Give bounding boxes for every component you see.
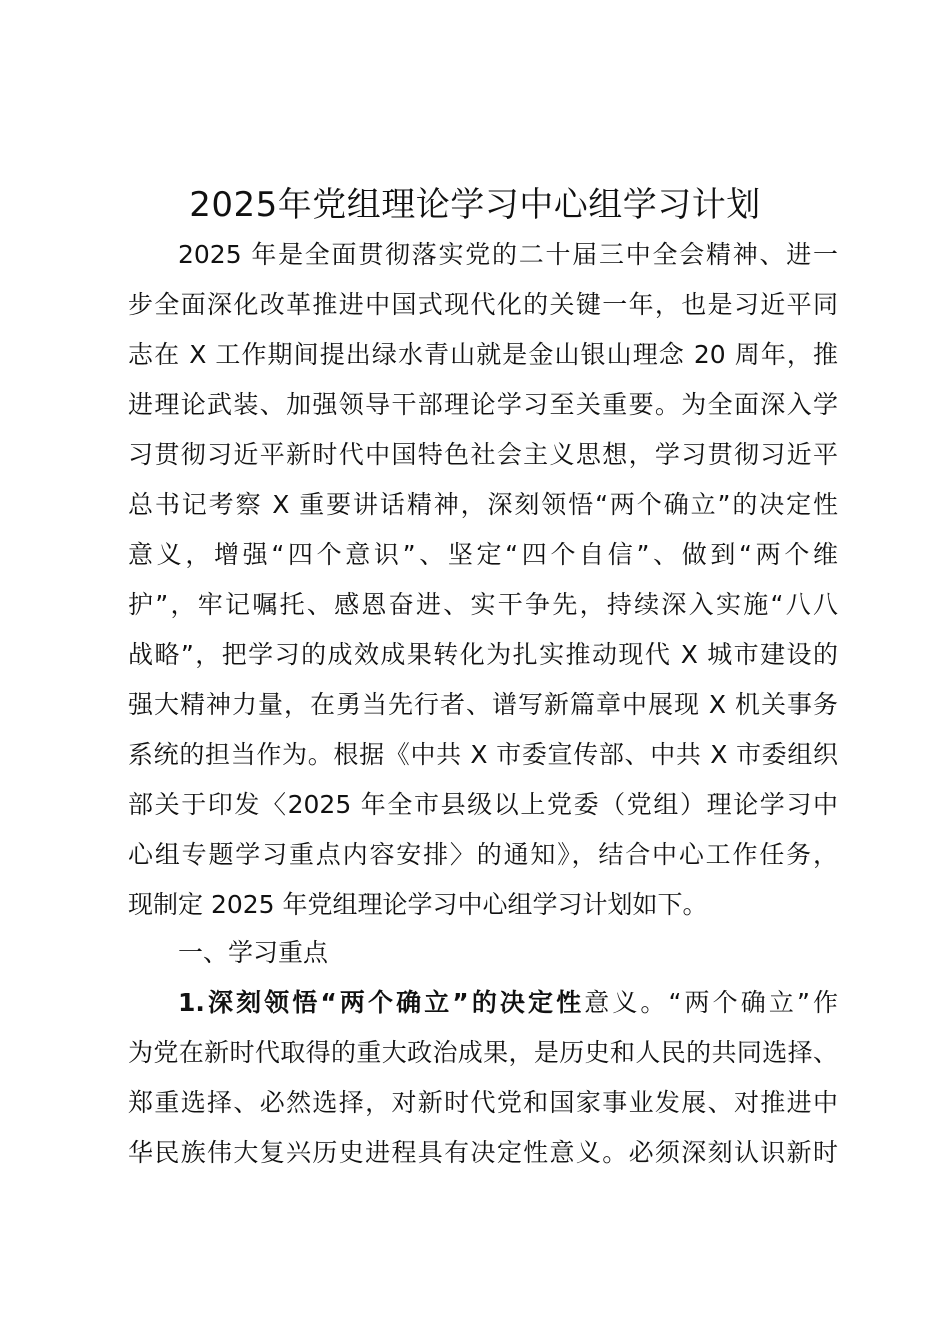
paragraph-line: 护”，牢记嘱托、感恩奋进、实干争先，持续深入实施“八八 xyxy=(128,590,838,619)
item-1-heading: 1.深刻领悟“两个确立”的决定性 xyxy=(178,988,585,1017)
paragraph-line: 现制定 2025 年党组理论学习中心组学习计划如下。 xyxy=(128,890,708,919)
paragraph-line: 意义，增强“四个意识”、坚定“四个自信”、做到“两个维 xyxy=(128,540,838,569)
paragraph-line: 总书记考察 X 重要讲话精神，深刻领悟“两个确立”的决定性 xyxy=(128,490,838,519)
document-title: 2025年党组理论学习中心组学习计划 xyxy=(189,185,761,225)
paragraph-line: 2025 年是全面贯彻落实党的二十届三中全会精神、进一 xyxy=(178,240,838,269)
intro-paragraph xyxy=(128,230,838,930)
item-1-first-line xyxy=(128,978,838,1028)
paragraph-line: 战略”，把学习的成效成果转化为扎实推动现代 X 城市建设的 xyxy=(128,640,838,669)
paragraph-line: 志在 X 工作期间提出绿水青山就是金山银山理念 20 周年，推 xyxy=(128,340,838,369)
paragraph-line: 进理论武装、加强领导干部理论学习至关重要。为全面深入学 xyxy=(128,390,838,419)
paragraph-line: 为党在新时代取得的重大政治成果，是历史和人民的共同选择、 xyxy=(128,1038,838,1067)
paragraph-line: 部关于印发〈2025 年全市县级以上党委（党组）理论学习中 xyxy=(128,790,838,819)
paragraph-line: 习贯彻习近平新时代中国特色社会主义思想，学习贯彻习近平 xyxy=(128,440,838,469)
paragraph-line: 华民族伟大复兴历史进程具有决定性意义。必须深刻认识新时 xyxy=(128,1138,838,1167)
paragraph-line: 心组专题学习重点内容安排〉的通知》，结合中心工作任务， xyxy=(128,840,838,869)
section-heading-block xyxy=(128,928,838,978)
paragraph-line: 步全面深化改革推进中国式现代化的关键一年，也是习近平同 xyxy=(128,290,838,319)
paragraph-line: 系统的担当作为。根据《中共 X 市委宣传部、中共 X 市委组织 xyxy=(128,740,838,769)
item-1-text: 意义。“两个确立”作 xyxy=(584,988,838,1017)
paragraph-line: 郑重选择、必然选择，对新时代党和国家事业发展、对推进中 xyxy=(128,1088,838,1117)
section-heading: 一、学习重点 xyxy=(178,938,329,967)
item-1-paragraph xyxy=(128,978,838,1178)
paragraph-line: 强大精神力量，在勇当先行者、谱写新篇章中展现 X 机关事务 xyxy=(128,690,838,719)
